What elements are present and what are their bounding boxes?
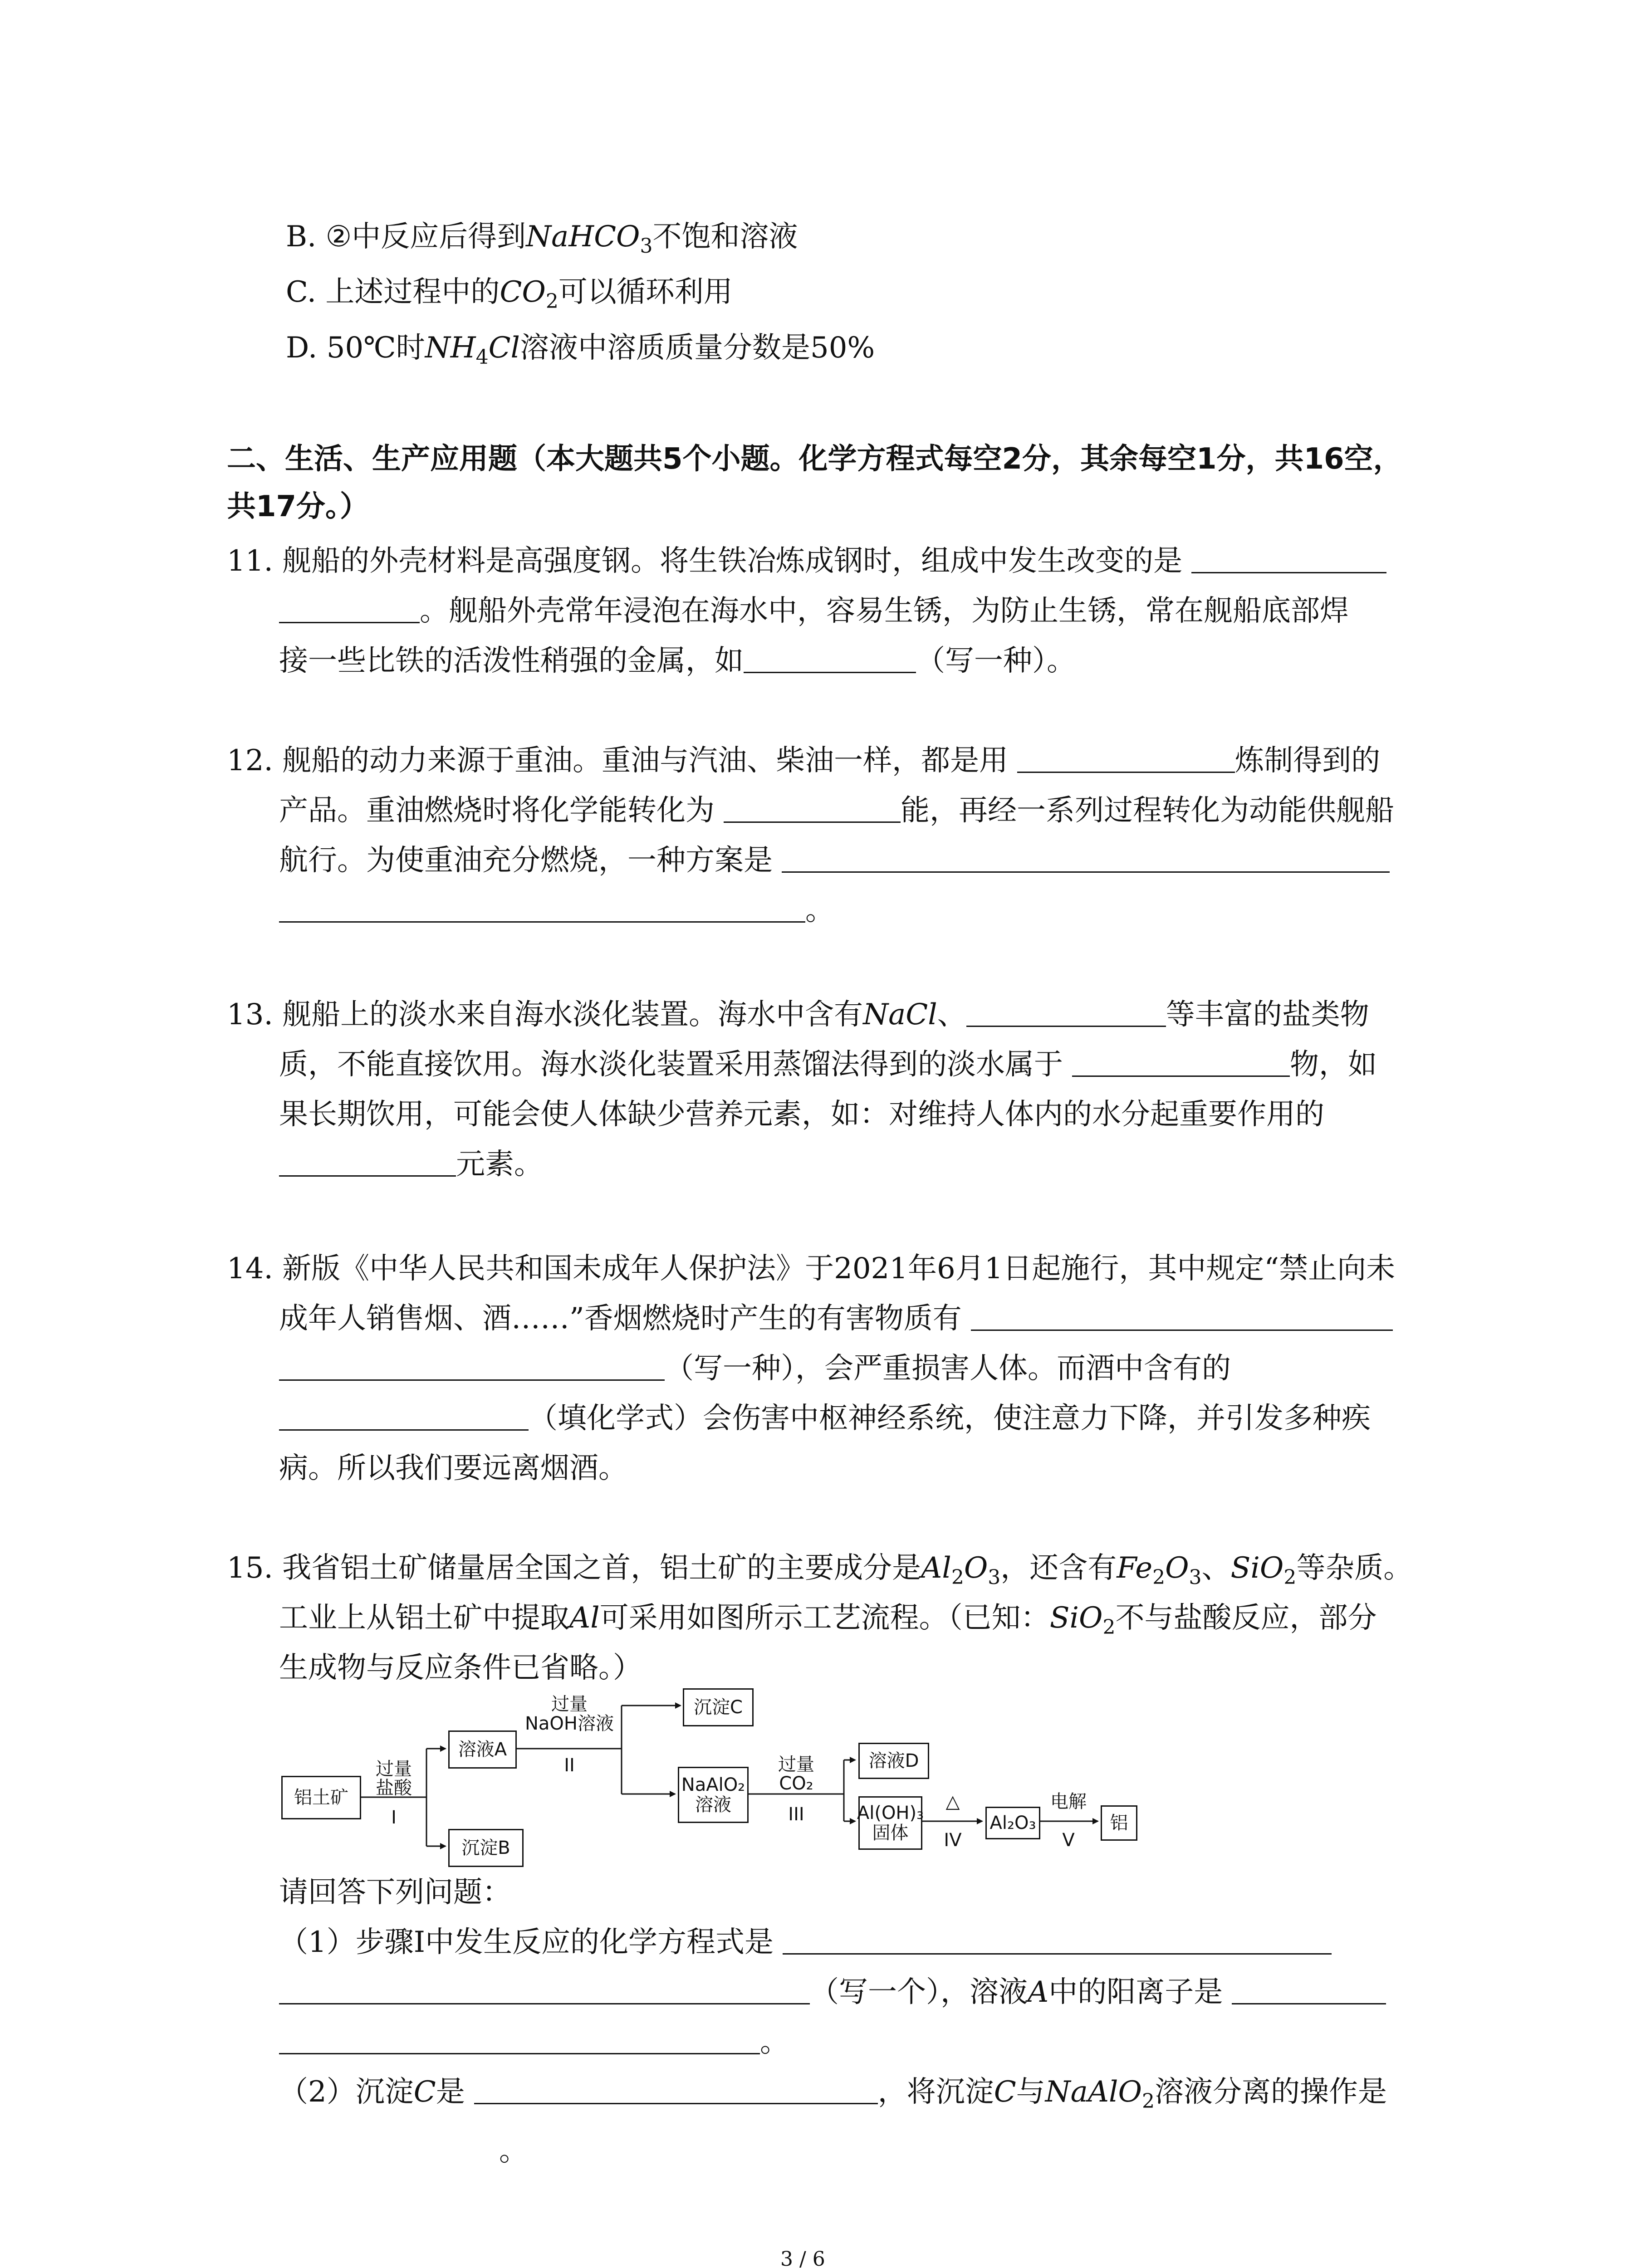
q15-sub2-blank1[interactable] [474, 2081, 878, 2104]
q12-line4: 。 [279, 896, 834, 925]
q12-line1: 12. 舰船的动力来源于重油。重油与汽油、柴油一样，都是用 炼制得到的 [227, 744, 1381, 777]
q15-sub1-blank1-cont[interactable] [279, 1981, 810, 2004]
flow-box-aluminum: 铝 [1101, 1805, 1137, 1841]
flow-step3-number: III [788, 1804, 804, 1825]
section-heading-line2: 共17分。） [227, 490, 369, 523]
q12-blank3-cont[interactable] [279, 899, 805, 923]
flow-step3-label-mid: CO₂ [779, 1773, 813, 1794]
q13-blank1[interactable] [966, 1004, 1166, 1027]
flow-naalo2-line1: NaAlO₂ [681, 1774, 745, 1795]
q14-blank2[interactable] [279, 1408, 529, 1431]
q14-line1: 14. 新版《中华人民共和国未成年人保护法》于2021年6月1日起施行，其中规定“禁止向未 [227, 1252, 1396, 1286]
flow-step4-label-top: △ [945, 1791, 960, 1812]
q11-line1: 11. 舰船的外壳材料是高强度钢。将生铁冶炼成钢时，组成中发生改变的是 [227, 547, 1386, 576]
flow-step1-label-mid: 盐酸 [376, 1778, 412, 1799]
flow-step5-number: V [1062, 1830, 1075, 1851]
flow-box-precipitate-b: 沉淀B [448, 1829, 524, 1867]
q13-line4: 元素。 [279, 1150, 543, 1179]
flow-box-ore: 铝土矿 [281, 1776, 361, 1819]
q14-line2: 成年人销售烟、酒……”香烟燃烧时产生的有害物质有 [279, 1304, 1393, 1333]
option-b: B. ②中反应后得到NaHCO$_3$不饱和溶液 [286, 220, 798, 258]
q12-blank1[interactable] [1017, 750, 1235, 773]
q13-line3: 果长期饮用，可能会使人体缺少营养元素，如：对维持人体内的水分起重要作用的 [279, 1098, 1324, 1131]
flow-step4-number: IV [944, 1830, 962, 1851]
q12-line3: 航行。为使重油充分燃烧，一种方案是 [279, 846, 1390, 875]
flow-step1-number: I [391, 1807, 397, 1828]
q13-blank2[interactable] [1072, 1054, 1290, 1077]
q13-blank3[interactable] [279, 1154, 456, 1177]
q15-sub2-line1: （2）沉淀C是 ，将沉淀C与NaAlO$_2$溶液分离的操作是 [279, 2075, 1387, 2113]
option-d: D. 50℃时$NH_4Cl$溶液中溶质质量分数是50% [286, 331, 875, 369]
q13-line1: 13. 舰船上的淡水来自海水淡化装置。海水中含有NaCl、 等丰富的盐类物 [227, 998, 1369, 1031]
q14-blank1-cont[interactable] [279, 1358, 665, 1381]
flow-box-aloh3-solid [858, 1796, 922, 1850]
flow-aloh3-line2: 固体 [872, 1823, 909, 1843]
q11-line3: 接一些比铁的活泼性稍强的金属，如 （写一种）。 [279, 644, 1076, 678]
page-number: 3 / 6 [780, 2248, 825, 2268]
flow-step2-label-top: 过量 [551, 1694, 588, 1715]
q15-sub1-line1: （1）步骤Ⅰ中发生反应的化学方程式是 [279, 1928, 1332, 1957]
q15-sub1-blank2[interactable] [1232, 1981, 1386, 2004]
q11-blank2[interactable] [744, 650, 916, 673]
q14-line4: （填化学式）会伤害中枢神经系统，使注意力下降，并引发多种疾 [279, 1404, 1371, 1433]
flow-naalo2-line2: 溶液 [695, 1794, 731, 1815]
q14-blank1[interactable] [971, 1308, 1393, 1331]
flow-box-solution-a: 溶液A [448, 1730, 517, 1769]
flow-step5-label-top: 电解 [1050, 1791, 1087, 1812]
q13-line2: 质，不能直接饮用。海水淡化装置采用蒸馏法得到的淡水属于 物，如 [279, 1048, 1377, 1081]
q11-blank1[interactable] [1191, 550, 1386, 573]
flow-box-precipitate-c: 沉淀C [683, 1688, 754, 1726]
flow-aloh3-line1: Al(OH)₃ [857, 1803, 924, 1823]
option-c: C. 上述过程中的$CO_2$可以循环利用 [286, 275, 733, 313]
q15-line1: 15. 我省铝土矿储量居全国之首，铝土矿的主要成分是$Al_2O_3$，还含有$Fe_2O_3$、SiO$_2$等杂质。 [227, 1551, 1413, 1589]
flow-step1-label-top: 过量 [376, 1759, 412, 1779]
flow-step2-number: II [564, 1755, 575, 1776]
q15-sub1-line2: （写一个），溶液A中的阳离子是 [279, 1978, 1386, 2007]
q14-line5: 病。所以我们要远离烟酒。 [279, 1452, 627, 1485]
q12-blank2[interactable] [724, 800, 901, 823]
q15-sub1-blank2-cont[interactable] [279, 2031, 760, 2054]
flow-step3-label-top: 过量 [778, 1754, 814, 1775]
q15-prompt: 请回答下列问题： [279, 1876, 511, 1909]
flow-box-naalo2-solution [678, 1767, 749, 1823]
q11-blank1-cont[interactable] [279, 600, 420, 623]
flow-box-al2o3: Al₂O₃ [985, 1807, 1040, 1839]
section-heading-line1: 二、生活、生产应用题（本大题共5个小题。化学方程式每空2分，其余每空1分，共16空， [227, 442, 1402, 476]
q15-line2: 工业上从铝土矿中提取Al可采用如图所示工艺流程。（已知：SiO$_2$不与盐酸反应，部分 [279, 1601, 1377, 1639]
q15-sub1-line3: 。 [279, 2028, 789, 2057]
q12-line2: 产品。重油燃烧时将化学能转化为 能，再经一系列过程转化为动能供舰船 [279, 794, 1394, 827]
flow-box-solution-d: 溶液D [858, 1743, 929, 1779]
q15-line3: 生成物与反应条件已省略。） [279, 1651, 642, 1685]
q11-line2: 。舰船外壳常年浸泡在海水中，容易生锈，为防止生锈，常在舰船底部焊 [279, 596, 1349, 626]
q12-blank3[interactable] [782, 850, 1390, 873]
q15-sub2-line2: 。 [499, 2134, 528, 2168]
flow-step2-label-mid: NaOH溶液 [525, 1713, 614, 1734]
q14-line3: （写一种），会严重损害人体。而酒中含有的 [279, 1354, 1231, 1383]
q15-sub1-blank1[interactable] [783, 1931, 1332, 1955]
